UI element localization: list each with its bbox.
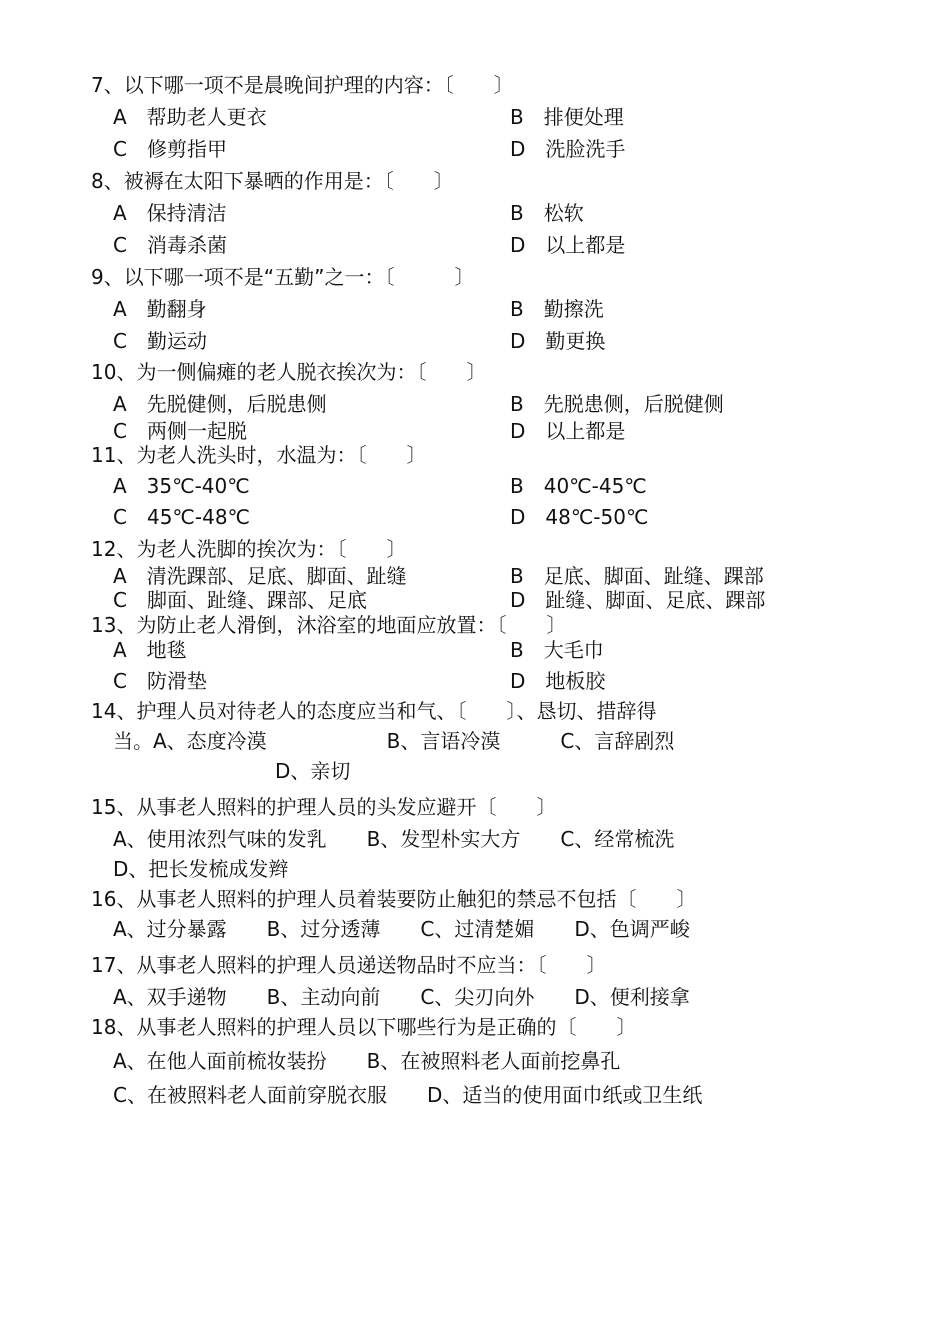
question-10-stem: 10、为一侧偏瘫的老人脱衣挨次为：〔 〕 (91, 360, 487, 384)
question-15-options-line1: A、使用浓烈气味的发乳 B、发型朴实大方 C、经常梳洗 (113, 827, 675, 851)
question-12-option-d: D 趾缝、脚面、足底、踝部 (510, 588, 766, 612)
question-14-options-line2: D、亲切 (275, 759, 351, 783)
question-18-options-line1: A、在他人面前梳妆装扮 B、在被照料老人面前挖鼻孔 (113, 1049, 621, 1073)
question-8-option-d: D 以上都是 (510, 233, 626, 257)
question-17-options-line1: A、双手递物 B、主动向前 C、尖刃向外 D、便利接拿 (113, 985, 690, 1009)
question-11-option-a: A 35℃-40℃ (113, 474, 250, 498)
question-7-stem: 7、以下哪一项不是晨晚间护理的内容：〔 〕 (91, 73, 514, 97)
question-12-option-c: C 脚面、趾缝、踝部、足底 (113, 588, 367, 612)
question-12-option-a: A 清洗踝部、足底、脚面、趾缝 (113, 564, 407, 588)
question-7-option-a: A 帮助老人更衣 (113, 105, 267, 129)
question-10-option-d: D 以上都是 (510, 419, 626, 443)
question-13-option-d: D 地板胶 (510, 669, 606, 693)
question-8-option-c: C 消毒杀菌 (113, 233, 227, 257)
question-7-option-b: B 排便处理 (510, 105, 624, 129)
question-7-option-d: D 洗脸洗手 (510, 137, 626, 161)
question-9-option-a: A 勤翻身 (113, 297, 207, 321)
question-18-stem: 18、从事老人照料的护理人员以下哪些行为是正确的〔 〕 (91, 1015, 637, 1039)
question-11-option-d: D 48℃-50℃ (510, 505, 649, 529)
question-10-option-a: A 先脱健侧，后脱患侧 (113, 392, 327, 416)
question-13-option-c: C 防滑垫 (113, 669, 207, 693)
question-16-options-line1: A、过分暴露 B、过分透薄 C、过清楚媚 D、色调严峻 (113, 917, 690, 941)
question-17-stem: 17、从事老人照料的护理人员递送物品时不应当：〔 〕 (91, 953, 607, 977)
question-14-options-line1: 当。A、态度冷漠 B、言语冷漠 C、言辞剧烈 (113, 729, 675, 753)
question-15-options-line2: D、把长发梳成发辫 (113, 857, 289, 881)
question-15-stem: 15、从事老人照料的护理人员的头发应避开〔 〕 (91, 795, 557, 819)
question-7-option-c: C 修剪指甲 (113, 137, 227, 161)
question-12-stem: 12、为老人洗脚的挨次为：〔 〕 (91, 537, 407, 561)
question-10-option-b: B 先脱患侧，后脱健侧 (510, 392, 724, 416)
question-12-option-b: B 足底、脚面、趾缝、踝部 (510, 564, 764, 588)
question-8-option-b: B 松软 (510, 201, 584, 225)
question-11-option-c: C 45℃-48℃ (113, 505, 251, 529)
question-14-stem: 14、护理人员对待老人的态度应当和气、〔 〕、恳切、措辞得 (91, 699, 657, 723)
question-9-option-b: B 勤擦洗 (510, 297, 604, 321)
question-10-option-c: C 两侧一起脱 (113, 419, 247, 443)
question-16-stem: 16、从事老人照料的护理人员着装要防止触犯的禁忌不包括〔 〕 (91, 887, 697, 911)
question-13-option-b: B 大毛巾 (510, 638, 604, 662)
question-9-option-c: C 勤运动 (113, 329, 207, 353)
question-8-stem: 8、被褥在太阳下暴晒的作用是：〔 〕 (91, 169, 454, 193)
question-9-option-d: D 勤更换 (510, 329, 606, 353)
question-11-stem: 11、为老人洗头时，水温为：〔 〕 (91, 443, 427, 467)
question-11-option-b: B 40℃-45℃ (510, 474, 647, 498)
question-13-stem: 13、为防止老人滑倒，沐浴室的地面应放置：〔 〕 (91, 613, 567, 637)
question-18-options-line2: C、在被照料老人面前穿脱衣服 D、适当的使用面巾纸或卫生纸 (113, 1083, 703, 1107)
question-8-option-a: A 保持清洁 (113, 201, 227, 225)
question-13-option-a: A 地毯 (113, 638, 187, 662)
question-9-stem: 9、以下哪一项不是“五勤”之一：〔 〕 (91, 265, 475, 289)
